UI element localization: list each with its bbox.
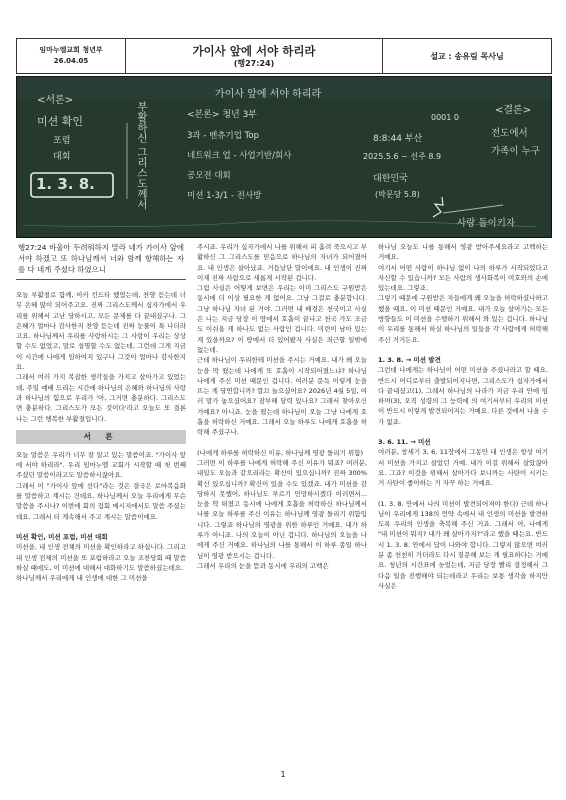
sermon-title: 가이사 앞에 서야 하리라 [192, 43, 316, 58]
paragraph: (1. 3. 8. 안에서 나의 미션이 발견되어져야 한다) 근데 하나님이 우리에게 138의 언약 속에서 내 인생의 미션을 발견하도록 우리의 인생을 축복해 주신 거죠. 그래서 아, 나에게 "내 미션이 뭐지? 내가 왜 살아가지?"라고 했을 때는요. 반드시 1. 3. 8. 안에서 답이 나와야 합니다. 그렇지 않으면 여러분 좀 천천히 가더라도 다시 질문해 보는 게 필요하다는 거예요. 청년의 시간표에 늦었는데, 지금 당장 빨리 결정해서 그다음 일을 진행해야 되는데라고 우리는 보통 생각을 하지만 사실은 [378, 499, 548, 590]
board-right-line-1: 전도에서 [491, 128, 528, 139]
paragraph: 그래서 우리의 눈을 뜸과 동시에 우리의 고백은 [197, 561, 329, 570]
board-mid-right-line-3: 대한민국 [373, 174, 408, 184]
board-left-topic: 미션 확인 [37, 115, 84, 128]
subheading: 1. 3. 8. → 미션 발견 [378, 355, 441, 364]
paragraph: 그러면 이 하루를 나에게 허락해 주신 이유가 뭐죠? 여러분, 내일도 오늘과 같으리라는 확신이 있으십니까? 진짜 300% 확신 있으십니까? 확신이 있을 수도 있겠죠. 내가 미션을 감당하지 못했어, 하나님도 부르기 민망하시겠다 이러면서... 눈을 딱 떠졌고 동시에 나에게 호흡을 허락하신 하나님께서 나를 오늘 하루를 주신 이유는 하나님께 영광 돌리기 위함입니다. 그렇죠 하나님의 영광을 위한 하루인 거예요. 내가 하루가 아니죠. 나의 오늘이 아닌 겁니다. 하나님의 오늘을 나에게 주신 거예요. 하나님의 나를 통해서 이 하루 종일 하나님이 영광 받으시는 겁니다. [197, 458, 367, 560]
chalkboard-photo [16, 76, 552, 238]
board-date-box: 1. 3. 8. [36, 175, 95, 193]
paragraph: 하나님께서 우리에게 내 인생에 대한 그 미션을 [16, 574, 148, 583]
board-center-line-2: 네트워크 업 - 사업기반/회사 [187, 151, 292, 161]
board-right-tag: <결론> [495, 105, 532, 116]
board-left-sub2: 대회 [53, 152, 71, 162]
board-corner-number: 0001 0 [431, 113, 459, 122]
board-mid-right-line-1: 8:8:44 부산 [373, 134, 423, 144]
paragraph: 여기서 어떤 사람이 하나님 없이 나의 하루가 시작되었다고 자신할 수 있습니까? 모든 사람의 생사화복이 여호와의 손에 있는데요. 그렇죠. [378, 263, 548, 293]
board-bottom-right: 사랑 돌이키자 [457, 218, 516, 229]
board-top-title: 가이사 앞에 서야 하리라 [215, 89, 322, 100]
paragraph-note: (나에게 하루를 허락하신 이유, 하나님께 영광 돌리기 위함) [197, 448, 364, 457]
board-center-line-4: 미션 1-3/1 - 전사방 [187, 191, 262, 201]
board-mid-right-line-2: 2025.5.6 ~ 선주 8.9 [363, 152, 442, 161]
board-center-left: 부활하신 그리스도께서 [136, 101, 148, 210]
church-name: 임마누엘교회 청년부 [39, 46, 103, 54]
column-2 [197, 242, 367, 571]
subheading: 3. 6. 11. → 미션 [378, 438, 431, 447]
paragraph: 미션을, 내 인생 전체의 미션을 확인하라고 하십니다. 그리고 내 인생 전체의 미션을 또 포럼하라고 오늘 조찬당회 때 말씀하실 때에도, 이 미션에 대해서 대화하기도 말씀하셨는데요. [16, 543, 186, 572]
bulletin-header [16, 38, 552, 74]
sermon-title-block [126, 39, 383, 73]
paragraph: 여러분, 창세기 3, 6, 11장에서 그동안 내 인생은 항상 여기서 미션을 가지고 살았던 거예. 내가 이걸 위해서 살았잖아요. 그죠? 이것을 위해서 살아가다 보니까는 사탄이 시키는 거 사탄이 좋아하는 거 자꾸 하는 거예요. [378, 448, 548, 488]
section-label-intro: 서 론 [16, 430, 186, 444]
column-1 [16, 242, 186, 583]
page-number: 1 [280, 770, 286, 779]
scripture-reference: (행27:24) [233, 58, 275, 68]
paragraph: 하나님 오늘도 나를 통해서 영광 받아주세요라고 고백하는 거예요. [378, 243, 548, 262]
church-info [17, 39, 126, 73]
paragraph: 근데 하나님이 우리한테 미션을 주시는 거예요. 내가 왜 오늘 눈을 딱 떴는데 나에게 또 호흡이 시작되어졌느냐? 하나님 나에게 주신 미션 때문인 겁니다. 여러분 문득 이렇게 눈을 뜨는 게 당연합니까? 깔끄 눌으셨어요? 2026년 4월 5일, 여러 말가 놓으셨어요? 잠부해 달력 있나요? 그래서 찾아오신 거예요? 아니죠. 눈을 떴는데 하나님이 오늘 그냥 나에게 호흡을 허락하신 거예요. 그래서 오늘 하루도 나에게 호흡을 허락해 주셨구나. [197, 356, 367, 437]
paragraph: 그럼 사실은 어떻게 보면은 우리는 이미 그리스도 구원받은 동시에 더 이상 필요한 게 없어요. 그냥 그걸로 충분합니다. 그냥 하나님 자녀 된 거야. 그러면 내 배경은 천국이고 사실은 나는 지금 당장 이 땅에서 호흡이 끝나고 천국 가도 조금도 이쉬울 게 하나도 없는 사람인 겁니다. 미련이 남아 있는 게 있을까요? 이 땅에서 더 있어봤자 사실은 죄근할 일밖에 없는데. [197, 284, 367, 354]
board-right-line-2: 가족이 누구 [491, 146, 540, 157]
subheading: 미션 확인, 미션 포럼, 미션 대회 [16, 532, 108, 541]
paragraph: 그런데 나에게는 하나님이 어떤 미션을 주셨나라고 할 때요. 반드시 어디로부터 출발되어지나면, 그리스도가 십자가에서 다 끝내셨고(1), 그래서 하나님의 나라가 지금 우리 안에 임하며(3), 오직 성령의 그 능력에 의 여기서부터 우리의 미션이 반드시 이렇게 발견되어지는 거예요. 다른 것에서 나올 수가 없죠. [378, 366, 548, 426]
column-3 [378, 242, 548, 591]
board-left-tag: <서론> [37, 95, 74, 106]
board-center-line-1: 3과 - 벤츄기업 Top [187, 131, 259, 141]
paragraph: 그래서 여러 가지 복잡한 생각들을 가지고 살아가고 있었는데, 주일 예배 드리는 시간에 하나님의 은혜와 하나님의 사랑과 하나님의 힘으로 우리가 '아, 그거면 충분하다. 그리스도면 충분하다. 그리스도가 모든 것이다'라고 오늘도 또 결론 나는 그런 행복한 부활절입니다. [16, 373, 186, 423]
preacher-block [383, 39, 551, 73]
paragraph: 그렇기 때문에 구원받은 자들에게 왜 오늘을 허락하셨나하고 했을 때요. 이 미션 때문인 거예요. 내가 오늘 살아가는 모든 방향들도 이 미션을 수행하기 위해서 와 있는 겁니다. 하나님이 우리를 통해서 하실 하나님의 일들을 각 사람에게 허락해 주신 거거든요. [378, 294, 548, 344]
preacher-name: 설교 : 송유림 목사님 [430, 51, 504, 61]
board-center-line-3: 공모전 대회 [187, 171, 231, 181]
paragraph: 오늘 말씀은 우리가 너무 잘 알고 있는 말씀이죠. "가이사 앞에 서야 하리라". 우리 임마누엘 교회가 시작할 때 첫 번째 주셨던 말씀이라고도 말씀하시잖아요. [16, 450, 186, 480]
paragraph: 그래서 이 "가이사 앞에 선다"라는 것은 결국은 로마복음화를 말씀하고 계시는 건데요. 하나님께서 오늘 우리에게 무슨 말씀을 주시나? 이번에 회의 집회 메시지에서도 말씀 주셨는데요. 그래서 터 계속해서 주고 계시는 말씀이에요. [16, 481, 186, 521]
paragraph: 오늘 부활절로 함께, 아카 킨드타 했었는데, 찬양 듣는데 너무 은혜 많이 되어주고요. 진짜 그리스도께서 십자가에서 우리를 위해서 고난 당하시고, 모든 문제를 다 끝내셨구나. 그 은혜가 얼마나 감사한지 찬양 듣는데 진짜 눈물이 툭 나더라고요. 하나님께서 우리를 사랑하시는 그 사랑이 우리는 상상할 수도 없었고, 말로 설명할 수도 없는데, 그런데 그게 지금 이 시간에 나에게 임하여지 있구나 그것이 얼마나 감사한지요. [16, 291, 186, 372]
bulletin-date: 26.04.05 [53, 57, 89, 65]
board-left-sub1: 포럼 [53, 136, 71, 146]
board-center-tag: <본론> 청년 3부 [187, 110, 258, 120]
board-mid-right-line-4: (박문당 5.8) [375, 190, 420, 199]
paragraph: 주시죠. 우리가 십자가에서 나를 위해서 피 흘려 죽으시고 부활하신 그 그리스도를 믿음으로 하나님의 자녀가 되어졌어요. 내 인생은 살아났죠. 거듭났단 말이에요. 내 인생이 진짜 이제 진짜 사람으로 새롭게 시작된 겁니다. [197, 243, 367, 282]
scripture-verse: 행27:24 바울아 두려워하지 말라 네가 가이사 앞에 서야 하겠고 또 하나님께서 너와 함께 항해하는 자를 다 네게 주셨다 하였으니 [16, 242, 186, 280]
